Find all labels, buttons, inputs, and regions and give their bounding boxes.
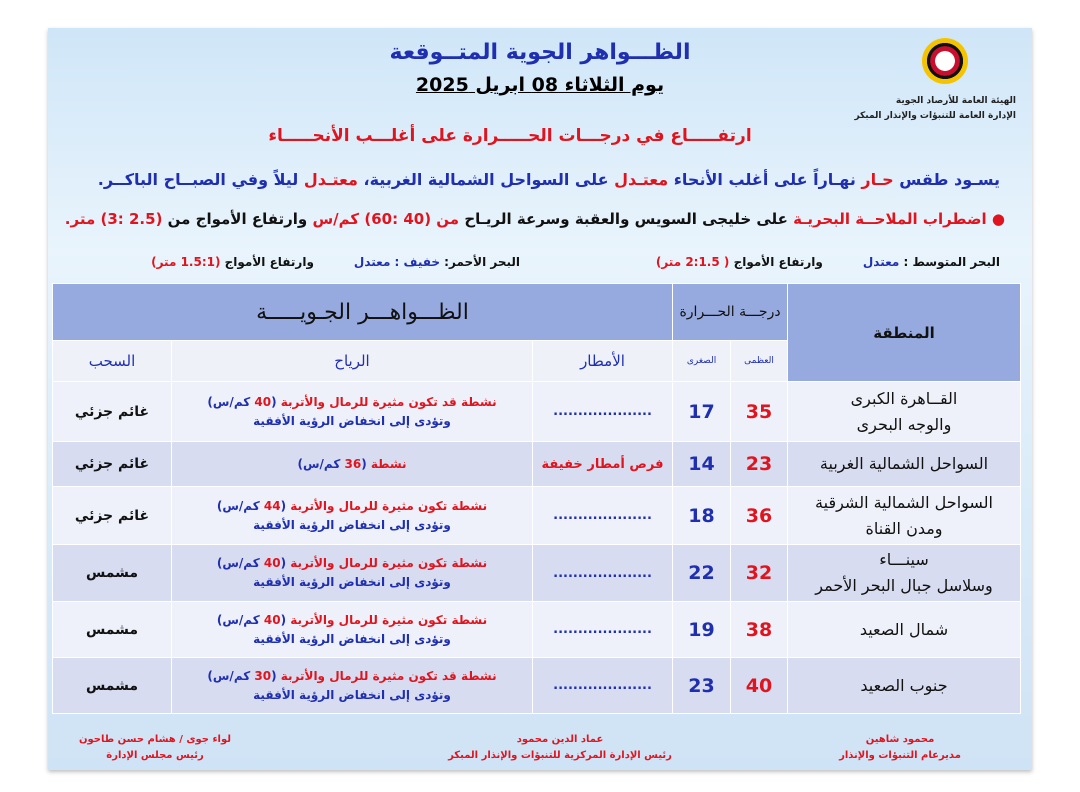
wind-visibility: وتؤدى إلى انخفاض الرؤية الأفقية: [253, 413, 451, 428]
rain-cell: ....................: [533, 658, 673, 714]
region-cell: [788, 602, 1021, 658]
summary-part: معتـدل: [298, 170, 358, 189]
wind-desc: نشطة تكون مثيرة للرمال والأتربة: [286, 612, 488, 627]
region-name: القــاهرة الكبرى: [850, 388, 958, 408]
region-name-line2: ومدن القناة: [865, 518, 943, 538]
region-cell: [788, 382, 1021, 442]
forecast-date: يوم الثلاثاء 08 ابريل 2025: [415, 74, 665, 96]
waves-label: وارتفاع الأمواج: [729, 255, 823, 269]
signature-title: مديرعام التنبؤات والإنذار: [839, 750, 961, 761]
signature-1: [800, 732, 1000, 764]
waves-value: (1.5:1 متر): [151, 255, 221, 269]
region-cell: [788, 545, 1021, 602]
wind-speed: 40: [263, 556, 281, 570]
wind-visibility: وتؤدى إلى انخفاض الرؤية الأفقية: [253, 575, 451, 589]
table-row: [53, 487, 1021, 545]
header-region: المنطقة: [788, 284, 1021, 382]
table-row: [53, 658, 1021, 714]
wind-desc: نشطة: [366, 456, 407, 471]
signature-name: لواء جوى / هشام حسن طاحون: [78, 734, 232, 745]
wind-speed: 44: [263, 498, 281, 513]
min-temp: 14: [673, 442, 731, 487]
region-cell: [788, 658, 1021, 714]
signature-3: [70, 732, 240, 764]
summary-part: على السواحل الشمالية الغربية،: [357, 170, 609, 189]
table-row: [53, 545, 1021, 602]
sea-state: خفيف : معتدل: [353, 255, 440, 269]
wind-visibility: وتؤدى إلى انخفاض الرؤية الأفقية: [253, 517, 451, 532]
wind-speed: 40: [254, 394, 272, 409]
header-max: العظمى: [731, 341, 788, 382]
max-temp: 38: [731, 602, 788, 658]
wind-visibility: وتؤدى إلى انخفاض الرؤية الأفقية: [253, 687, 451, 702]
wind-speed: 36: [344, 456, 362, 471]
marine-warning: [60, 210, 1005, 228]
forecast-table: [52, 283, 1021, 714]
sea-label: البحر المتوسط :: [899, 255, 1000, 269]
min-temp: 19: [673, 602, 731, 658]
max-temp: 40: [731, 658, 788, 714]
max-temp: 36: [731, 487, 788, 545]
wind-desc: نشطة تكون مثيرة للرمال والأتربة: [286, 498, 488, 513]
signature-name: عماد الدين محمود: [516, 734, 604, 745]
region-name: شمال الصعيد: [859, 619, 949, 639]
region-name: السواحل الشمالية الغربية: [819, 454, 989, 473]
min-temp: 18: [673, 487, 731, 545]
wind-cell: نشطة تكون مثيرة للرمال والأتربة (40 كم/س) وتؤدى إلى انخفاض الرؤية الأفقية: [172, 602, 533, 658]
min-temp: 23: [673, 658, 731, 714]
red-sea-state: [151, 255, 520, 269]
rain-cell: فرص أمطار خفيفة: [533, 442, 673, 487]
clouds-cell: مشمس: [53, 602, 172, 658]
wind-cell: نشطة قد تكون مثيرة للرمال والأتربة (30 كم/س) وتؤدى إلى انخفاض الرؤية الأفقية: [172, 658, 533, 714]
max-temp: 23: [731, 442, 788, 487]
sea-state: معتدل: [862, 255, 900, 269]
wind-unit: كم/س): [216, 498, 264, 513]
region-name-line2: وسلاسل جبال البحر الأحمر: [815, 576, 993, 595]
organization-name: [820, 94, 1016, 124]
max-temp: 35: [731, 382, 788, 442]
clouds-cell: غائم جزئي: [53, 442, 172, 487]
summary-part: يسـود طقس: [893, 170, 1000, 189]
table-row: [53, 382, 1021, 442]
region-cell: [788, 442, 1021, 487]
wind-unit: كم/س): [207, 394, 255, 409]
mediterranean-sea-state: [656, 255, 1000, 269]
wind-unit: كم/س): [216, 556, 264, 570]
summary-part: ليلاً وفي الصبــاح الباكــر.: [97, 170, 299, 189]
region-name: السواحل الشمالية الشرقية: [815, 492, 993, 512]
page-title: الظـــواهر الجوية المتــوقعة: [389, 40, 691, 65]
sea-label: البحر الأحمر:: [440, 255, 520, 269]
wind-desc: نشطة قد تكون مثيرة للرمال والأتربة: [276, 668, 497, 683]
org-line-2: الإدارة العامة للتنبؤات والإنذار المبكر: [854, 111, 1016, 121]
header-temperature: درجـــة الحـــرارة: [673, 284, 788, 341]
signature-2: [430, 732, 690, 764]
wind-desc: نشطة تكون مثيرة للرمال والأتربة: [286, 556, 488, 570]
header-phenomena: الظـــواهـــر الجـويـــــة: [53, 284, 673, 341]
marine-part: اضطراب الملاحــة البحريـة: [787, 210, 987, 228]
wind-desc: نشطة قد تكون مثيرة للرمال والأتربة: [276, 394, 497, 409]
region-name-line2: والوجه البحرى: [856, 414, 952, 434]
summary-part: حـار: [855, 170, 894, 189]
wind-speed: 30: [254, 668, 272, 683]
min-temp: 22: [673, 545, 731, 602]
wind-speed: 40: [263, 612, 281, 627]
marine-part: (2.5 :3) متر.: [64, 210, 163, 228]
clouds-cell: مشمس: [53, 545, 172, 602]
rain-cell: ....................: [533, 382, 673, 442]
rain-cell: ....................: [533, 487, 673, 545]
region-name: جنوب الصعيد: [860, 675, 948, 695]
region-name: سينـــاء: [879, 550, 929, 569]
wind-cell: نشطة تكون مثيرة للرمال والأتربة (40 كم/س) وتؤدى إلى انخفاض الرؤية الأفقية: [172, 545, 533, 602]
org-line-1: الهيئة العامة للأرصاد الجوية: [895, 96, 1016, 106]
table-row: [53, 442, 1021, 487]
table-row: [53, 602, 1021, 658]
wind-visibility: وتؤدى إلى انخفاض الرؤية الأفقية: [253, 631, 451, 646]
summary-part: نهـاراً على أغلب الأنحاء: [668, 170, 856, 189]
rain-cell: ....................: [533, 602, 673, 658]
clouds-cell: مشمس: [53, 658, 172, 714]
clouds-cell: غائم جزئي: [53, 487, 172, 545]
wind-cell: نشطة (36 كم/س): [172, 442, 533, 487]
wind-unit: كم/س): [297, 456, 345, 471]
max-temp: 32: [731, 545, 788, 602]
header-min: الصغرى: [673, 341, 731, 382]
region-cell: [788, 487, 1021, 545]
signature-title: رئيس مجلس الإدارة: [106, 750, 204, 761]
headline: ارتفـــــاع في درجـــات الحـــــرارة على أغلـــب الأنحـــــاء: [268, 126, 752, 146]
wind-cell: نشطة قد تكون مثيرة للرمال والأتربة (40 كم/س) وتؤدى إلى انخفاض الرؤية الأفقية: [172, 382, 533, 442]
header-clouds: السحب: [53, 341, 172, 382]
marine-part: على خليجى السويس والعقبة وسرعة الريـاح: [459, 210, 788, 228]
wind-unit: كم/س): [216, 612, 264, 627]
waves-value: ( 2:1.5 متر): [655, 255, 730, 269]
signature-name: محمود شاهين: [865, 734, 935, 745]
wind-unit: كم/س): [207, 668, 255, 683]
rain-cell: ....................: [533, 545, 673, 602]
signature-title: رئيس الإدارة المركزية للتنبؤات والإنذار المبكر: [448, 750, 672, 761]
summary-part: معتـدل: [608, 170, 669, 189]
weather-summary: [97, 170, 1000, 189]
bullet-icon: ●: [986, 210, 1005, 228]
marine-part: من (40 :60) كم/س: [307, 210, 460, 228]
header-wind: الرياح: [172, 341, 533, 382]
marine-part: وارتفاع الأمواج من: [162, 210, 308, 228]
wind-cell: نشطة تكون مثيرة للرمال والأتربة (44 كم/س) وتؤدى إلى انخفاض الرؤية الأفقية: [172, 487, 533, 545]
ema-logo: [922, 38, 968, 84]
waves-label: وارتفاع الأمواج: [220, 255, 314, 269]
header-rain: الأمطار: [533, 341, 673, 382]
clouds-cell: غائم جزئي: [53, 382, 172, 442]
min-temp: 17: [673, 382, 731, 442]
